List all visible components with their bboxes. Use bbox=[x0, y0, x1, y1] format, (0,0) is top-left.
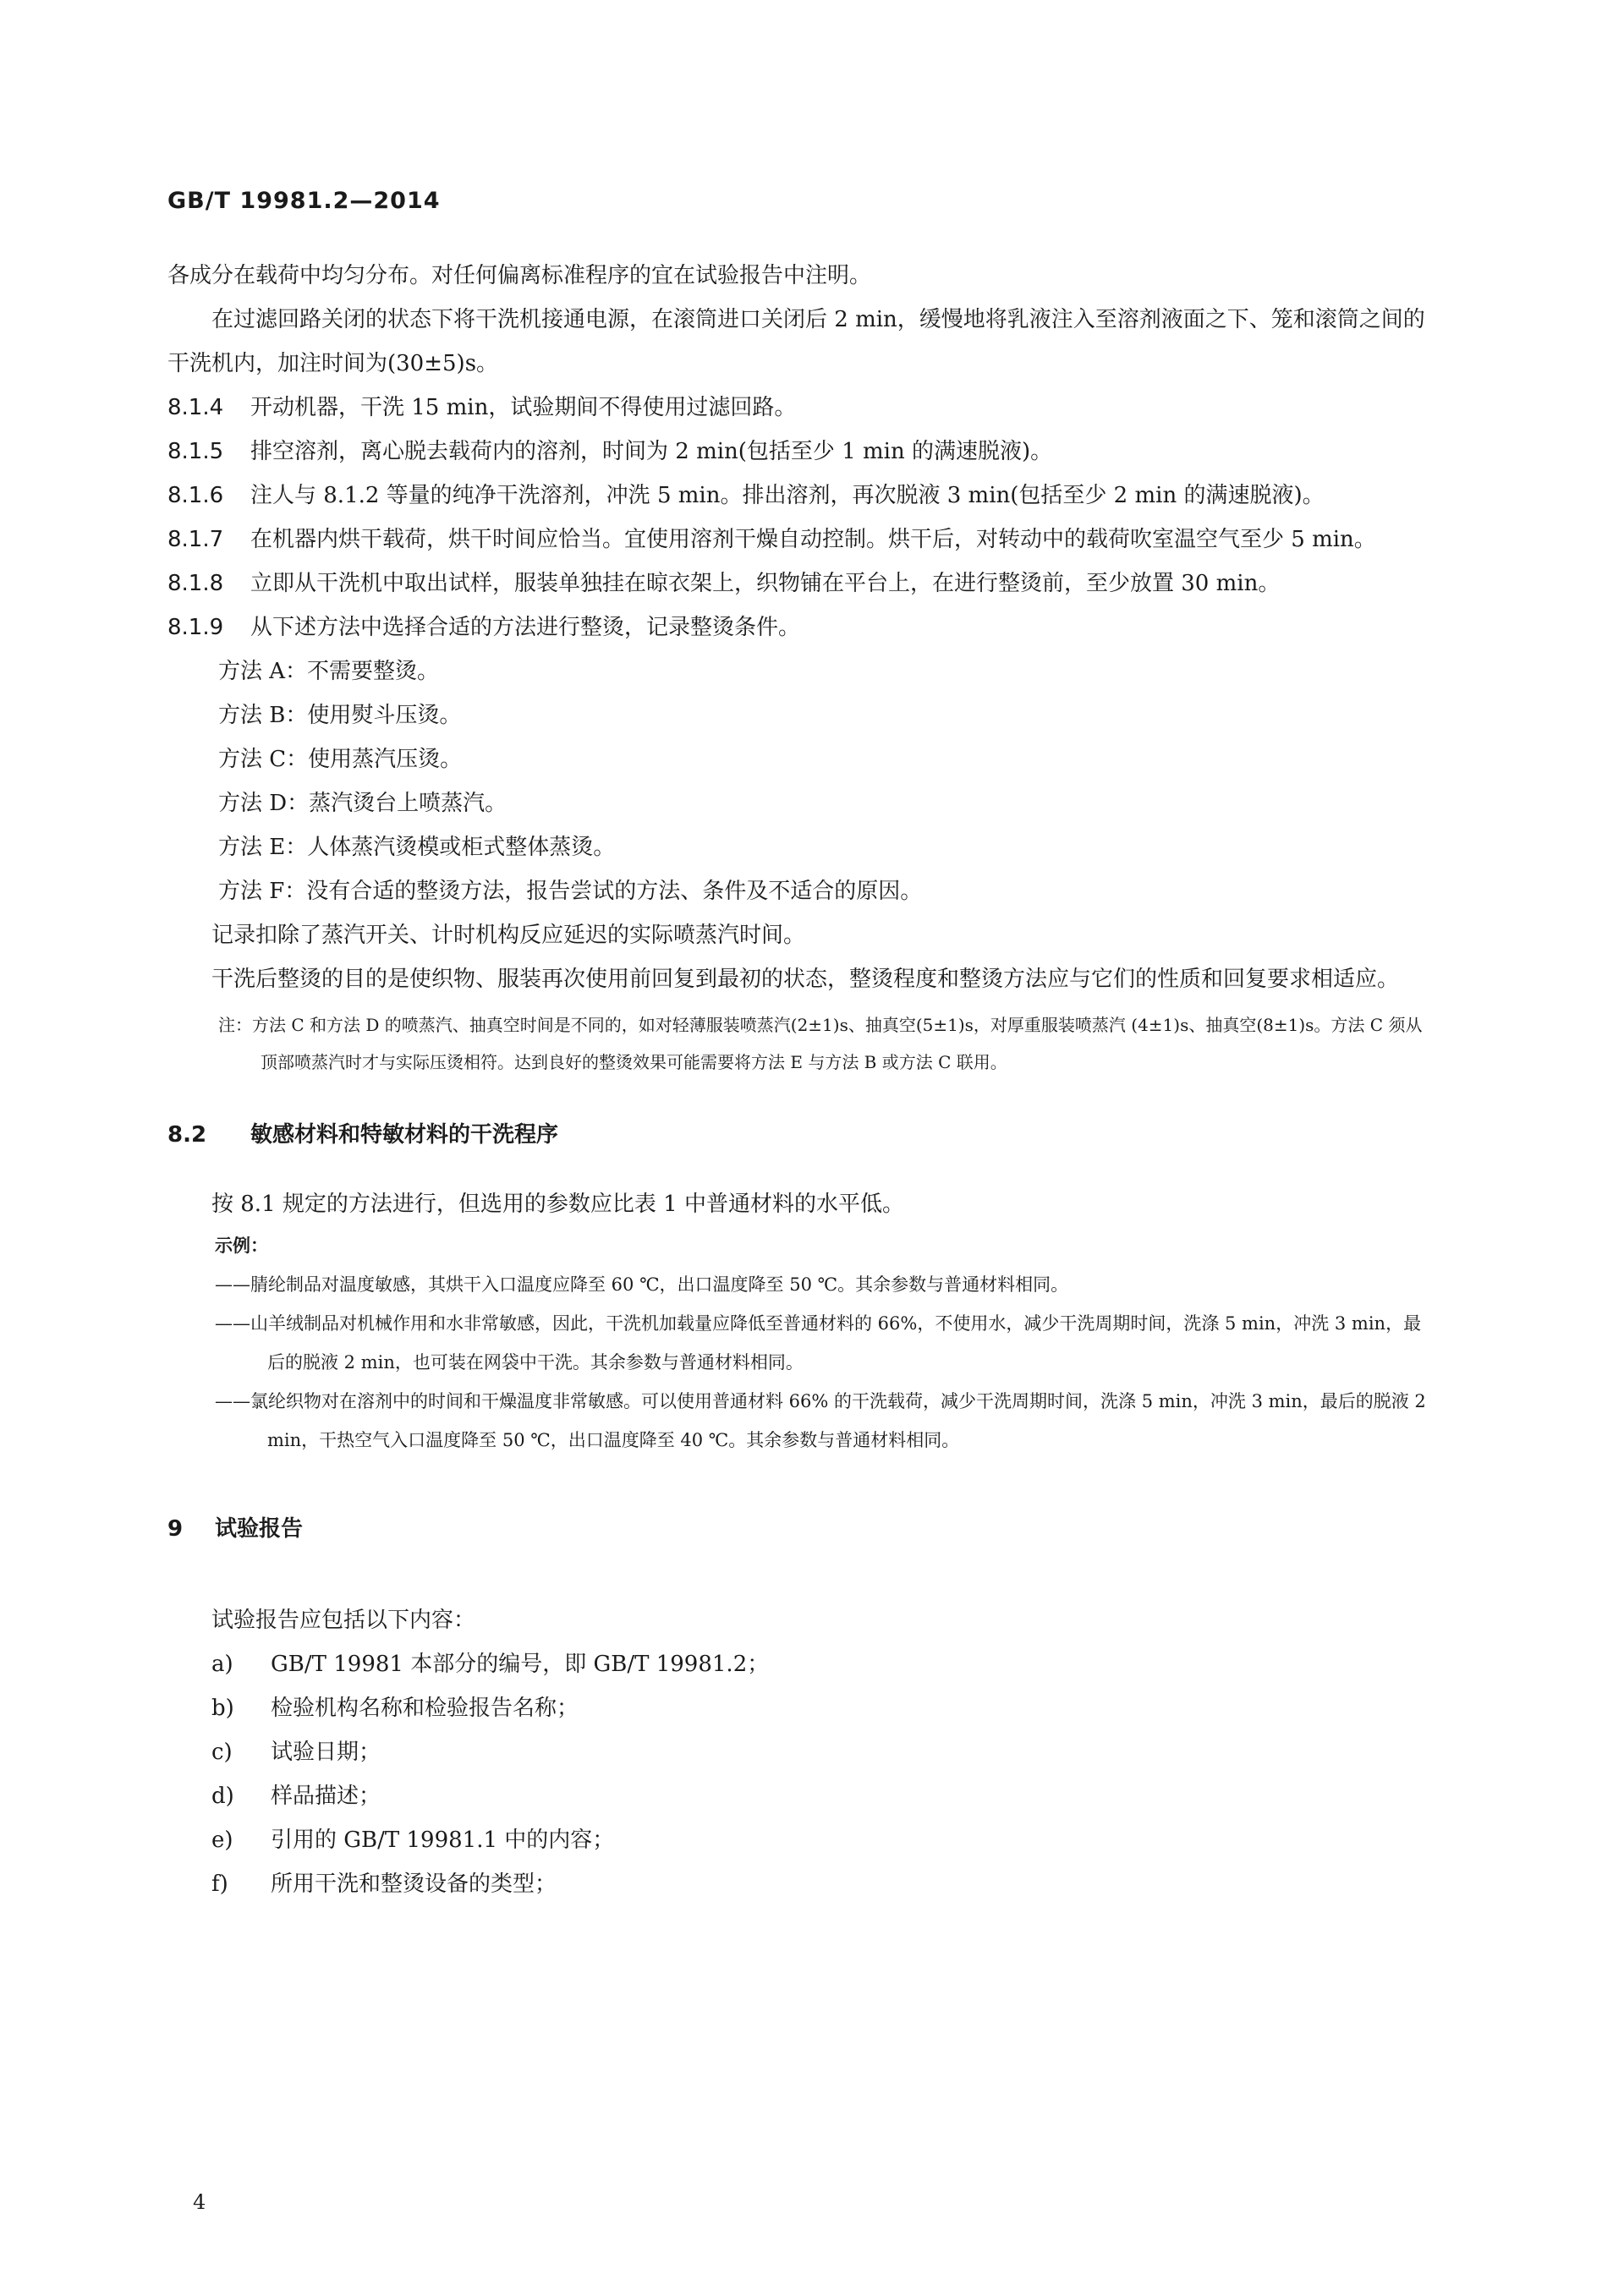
purpose-paragraph: 干洗后整烫的目的是使织物、服装再次使用前回复到最初的状态，整烫程度和整烫方法应与它们的性质和回复要求相适应。 bbox=[211, 967, 1400, 992]
clause-number: 8.1.4 bbox=[167, 395, 224, 420]
list-label: a) bbox=[211, 1652, 233, 1677]
clause-text: 开动机器，干洗 15 min，试验期间不得使用过滤回路。 bbox=[250, 395, 797, 420]
example-item: ——腈纶制品对温度敏感，其烘干入口温度应降至 60 ℃，出口温度降至 50 ℃。其余参数与普通材料相同。 bbox=[215, 1274, 1069, 1295]
page-content bbox=[167, 254, 1429, 1906]
clause-text: 排空溶剂，离心脱去载荷内的溶剂，时间为 2 min(包括至少 1 min 的满速脱液)。 bbox=[250, 439, 1053, 464]
list-item bbox=[167, 1730, 1429, 1774]
list-text: 所用干洗和整烫设备的类型； bbox=[271, 1871, 557, 1897]
section-title: 试验报告 bbox=[215, 1516, 304, 1542]
clause-8-1-6 bbox=[167, 474, 1429, 518]
list-item bbox=[167, 1774, 1429, 1818]
clause-text: 注人与 8.1.2 等量的纯净干洗溶剂，冲洗 5 min。排出溶剂，再次脱液 3 min(包括至少 2 min 的满速脱液)。 bbox=[250, 483, 1325, 508]
section-heading-9 bbox=[167, 1507, 1429, 1551]
list-label: d) bbox=[211, 1784, 234, 1809]
method-f: 方法 F：没有合适的整烫方法，报告尝试的方法、条件及不适合的原因。 bbox=[218, 879, 923, 904]
list-label: f) bbox=[211, 1871, 228, 1897]
section-heading-8-2 bbox=[167, 1113, 1429, 1157]
list-item bbox=[167, 1642, 1429, 1686]
list-label: e) bbox=[211, 1827, 233, 1853]
clause-number: 8.1.8 bbox=[167, 571, 224, 596]
clause-text: 在机器内烘干载荷，烘干时间应恰当。宜使用溶剂干燥自动控制。烘干后，对转动中的载荷吹室温空气至少 5 min。 bbox=[250, 527, 1376, 552]
list-text: 引用的 GB/T 19981.1 中的内容； bbox=[271, 1827, 615, 1853]
list-text: 样品描述； bbox=[271, 1784, 381, 1809]
report-intro: 试验报告应包括以下内容： bbox=[211, 1608, 476, 1633]
example-item: ——氯纶织物对在溶剂中的时间和干燥温度非常敏感。可以使用普通材料 66% 的干洗载荷，减少干洗周期时间，洗涤 5 min，冲洗 3 min，最后的脱液 2 min，干热空气入口温度降至 50 ℃，出口温度降至 40 ℃。其余参数与普通材料相同。 bbox=[215, 1391, 1426, 1450]
clause-number: 8.1.6 bbox=[167, 483, 224, 508]
method-e: 方法 E：人体蒸汽烫模或柜式整体蒸烫。 bbox=[218, 835, 616, 860]
list-label: b) bbox=[211, 1696, 234, 1721]
clause-8-1-4 bbox=[167, 386, 1429, 430]
standard-header: GB/T 19981.2—2014 bbox=[167, 188, 441, 214]
record-paragraph: 记录扣除了蒸汽开关、计时机构反应延迟的实际喷蒸汽时间。 bbox=[211, 923, 806, 948]
intro-continuation: 各成分在载荷中均匀分布。对任何偏离标准程序的宜在试验报告中注明。 bbox=[167, 263, 872, 288]
list-text: GB/T 19981 本部分的编号，即 GB/T 19981.2； bbox=[271, 1652, 770, 1677]
clause-8-1-9 bbox=[167, 606, 1429, 649]
note-text: 注：方法 C 和方法 D 的喷蒸汽、抽真空时间是不同的，如对轻薄服装喷蒸汽(2±1)s、抽真空(5±1)s，对厚重服装喷蒸汽 (4±1)s、抽真空(8±1)s。方法 C 须从顶部喷蒸汽时才与实际压烫相符。达到良好的整烫效果可能需要将方法 E 与方法 B 或方法 C 联用。 bbox=[218, 1015, 1423, 1072]
intro-paragraph: 在过滤回路关闭的状态下将干洗机接通电源，在滚筒进口关闭后 2 min，缓慢地将乳液注入至溶剂液面之下、笼和滚筒之间的干洗机内，加注时间为(30±5)s。 bbox=[167, 307, 1425, 376]
clause-number: 8.1.7 bbox=[167, 527, 224, 552]
clause-8-1-7 bbox=[167, 518, 1429, 562]
example-label: 示例： bbox=[215, 1236, 268, 1256]
clause-number: 8.1.9 bbox=[167, 615, 224, 640]
method-c: 方法 C：使用蒸汽压烫。 bbox=[218, 747, 463, 772]
list-item bbox=[167, 1862, 1429, 1906]
clause-text: 立即从干洗机中取出试样，服装单独挂在晾衣架上，织物铺在平台上，在进行整烫前，至少放置 30 min。 bbox=[250, 571, 1281, 596]
clause-number: 8.1.5 bbox=[167, 439, 224, 464]
section-title: 敏感材料和特敏材料的干洗程序 bbox=[250, 1122, 559, 1148]
page-number: 4 bbox=[193, 2190, 206, 2214]
section-number: 9 bbox=[167, 1516, 184, 1542]
example-item: ——山羊绒制品对机械作用和水非常敏感，因此，干洗机加载量应降低至普通材料的 66%，不使用水，减少干洗周期时间，洗涤 5 min，冲洗 3 min，最后的脱液 2 min，也可装在网袋中干洗。其余参数与普通材料相同。 bbox=[215, 1313, 1422, 1373]
clause-8-1-8 bbox=[167, 562, 1429, 606]
list-item bbox=[167, 1818, 1429, 1862]
method-d: 方法 D：蒸汽烫台上喷蒸汽。 bbox=[218, 791, 508, 816]
note-block bbox=[167, 1006, 1429, 1081]
section-number: 8.2 bbox=[167, 1122, 207, 1148]
list-item bbox=[167, 1686, 1429, 1730]
list-label: c) bbox=[211, 1740, 233, 1765]
section-8-2-paragraph: 按 8.1 规定的方法进行，但选用的参数应比表 1 中普通材料的水平低。 bbox=[211, 1192, 904, 1217]
clause-text: 从下述方法中选择合适的方法进行整烫，记录整烫条件。 bbox=[250, 615, 801, 640]
list-text: 试验日期； bbox=[271, 1740, 381, 1765]
method-b: 方法 B：使用熨斗压烫。 bbox=[218, 703, 462, 728]
method-a: 方法 A：不需要整烫。 bbox=[218, 659, 440, 684]
list-text: 检验机构名称和检验报告名称； bbox=[271, 1696, 579, 1721]
clause-8-1-5 bbox=[167, 430, 1429, 474]
